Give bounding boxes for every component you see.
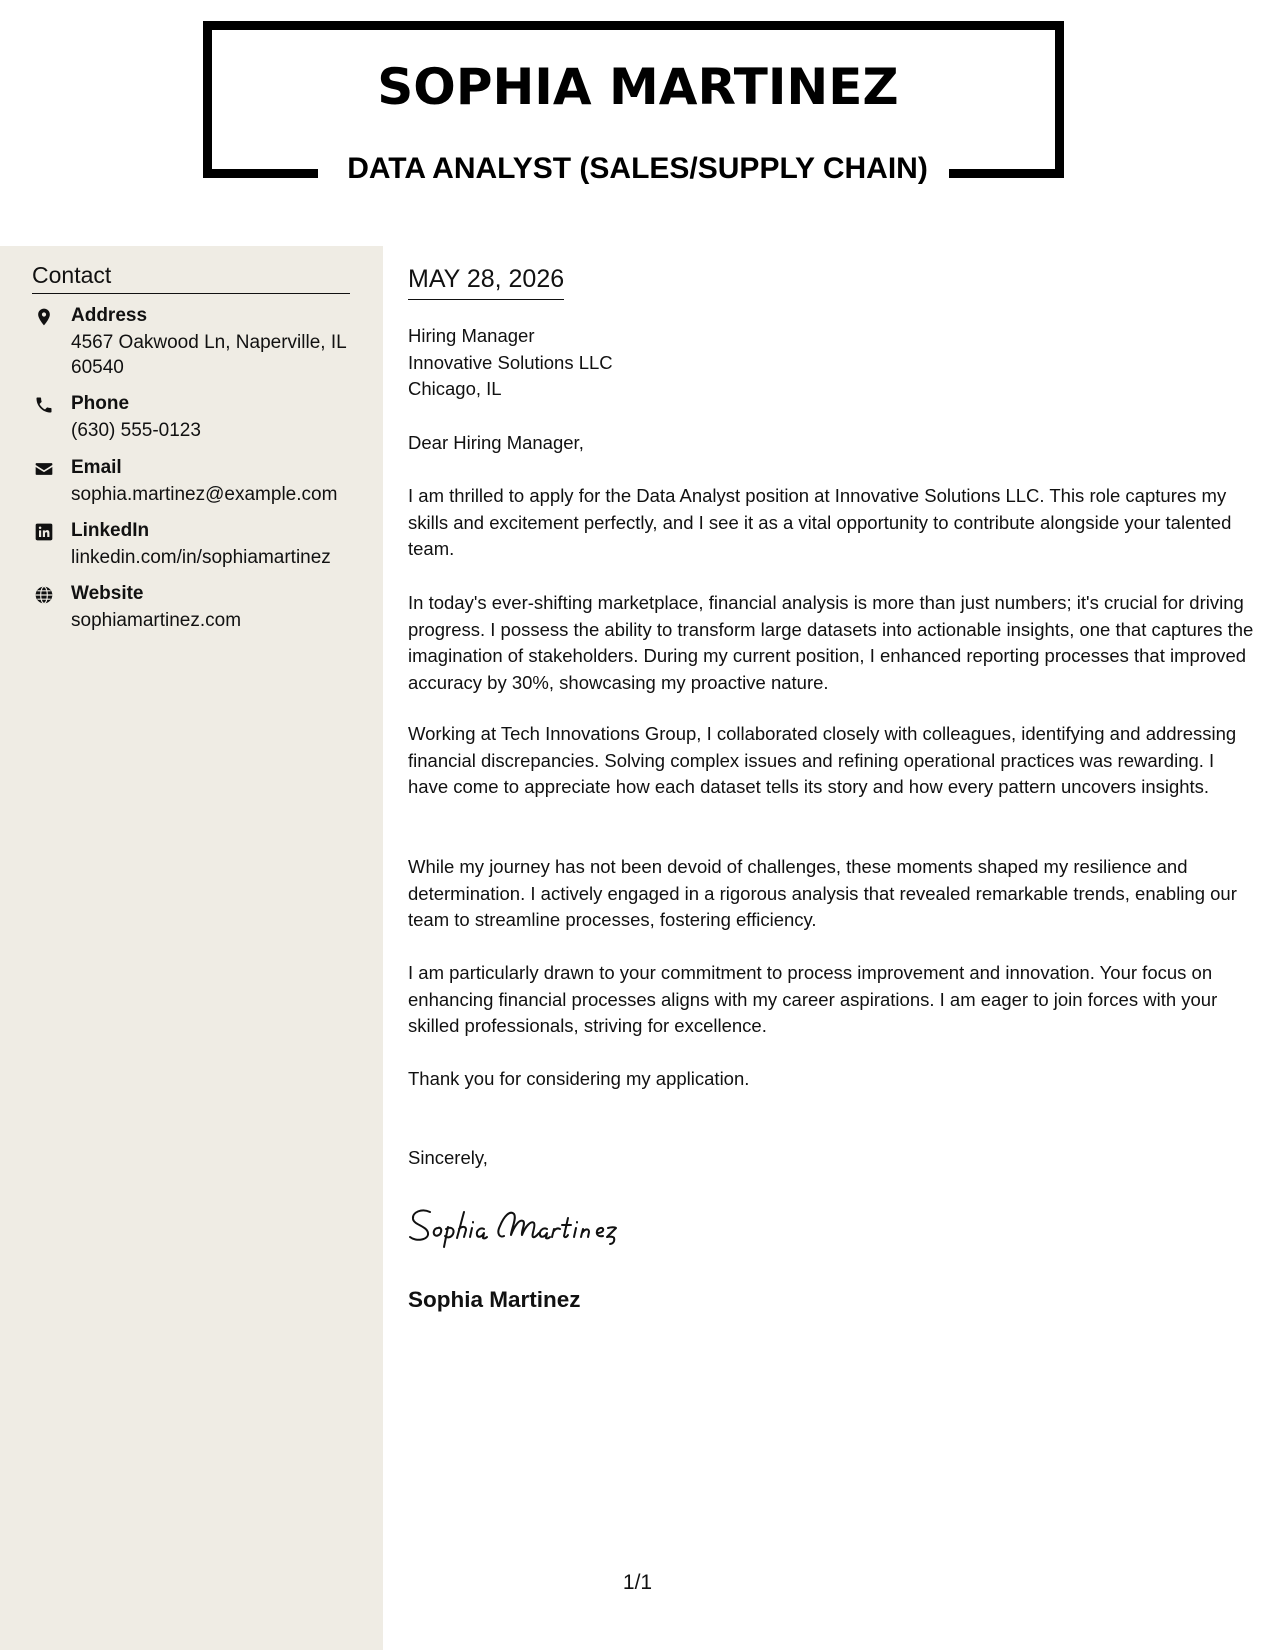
email-value: sophia.martinez@example.com — [71, 484, 338, 505]
email-icon — [34, 459, 54, 479]
globe-icon — [34, 585, 54, 605]
recipient-line: Innovative Solutions LLC — [408, 351, 613, 373]
letter-paragraph: I am thrilled to apply for the Data Analyst position at Innovative Solutions LLC. This role captures my skills and excitement perfectly, and I see it as a vital opportunity to contribute alongside your talented team. — [408, 485, 1232, 559]
handwritten-signature — [408, 1198, 678, 1250]
frame-bottom-right-bar — [949, 169, 1064, 178]
website-label: Website — [71, 583, 144, 604]
location-pin-icon — [34, 307, 54, 327]
linkedin-icon — [34, 522, 54, 542]
letter-paragraph: While my journey has not been devoid of challenges, these moments shaped my resilience and determination. I actively engaged in a rigorous analysis that revealed remarkable trends, enabling our team to streamline processes, fostering efficiency. — [408, 856, 1237, 930]
recipient-line: Hiring Manager — [408, 325, 535, 346]
closing: Sincerely, — [408, 1147, 488, 1168]
applicant-name: SOPHIA MARTINEZ — [377, 58, 899, 116]
salutation: Dear Hiring Manager, — [408, 432, 584, 453]
letter-paragraph: In today's ever-shifting marketplace, financial analysis is more than just numbers; it's crucial for driving progress. I possess the ability to transform large datasets into actionable insights, one that captures the imagination of stakeholders. During my current position, I enhanced reporting processes that improved accuracy by 30%, showcasing my proactive nature. — [408, 592, 1254, 693]
page-number: 1/1 — [622, 1571, 653, 1594]
address-value: 4567 Oakwood Ln, Naperville, IL 60540 — [71, 332, 346, 378]
letter-paragraph: Thank you for considering my application. — [408, 1068, 750, 1089]
phone-icon — [34, 395, 54, 415]
frame-top-bar — [203, 21, 1064, 30]
letter-paragraph: I am particularly drawn to your commitment to process improvement and innovation. Your focus on enhancing financial processes aligns with my career aspirations. I am eager to join forces with your skilled professionals, striving for excellence. — [408, 962, 1218, 1036]
frame-bottom-left-bar — [203, 169, 318, 178]
linkedin-label: LinkedIn — [71, 520, 150, 541]
signer-name: Sophia Martinez — [408, 1287, 581, 1312]
phone-value: (630) 555-0123 — [71, 420, 201, 441]
website-value: sophiamartinez.com — [71, 610, 242, 631]
recipient-block — [408, 323, 613, 403]
address-label: Address — [71, 305, 148, 326]
contact-heading: Contact — [32, 262, 350, 294]
recipient-line: Chicago, IL — [408, 378, 502, 399]
linkedin-value: linkedin.com/in/sophiamartinez — [71, 547, 331, 568]
email-label: Email — [71, 457, 122, 478]
phone-label: Phone — [71, 393, 130, 414]
job-title: DATA ANALYST (SALES/SUPPLY CHAIN) — [347, 152, 928, 185]
letter-date: MAY 28, 2026 — [408, 265, 564, 300]
contact-sidebar — [0, 246, 383, 1650]
letter-paragraph: Working at Tech Innovations Group, I collaborated closely with colleagues, identifying and addressing financial discrepancies. Solving complex issues and refining operational practices was rewarding. I have come to appreciate how each dataset tells its story and how every pattern uncovers insights. — [408, 723, 1237, 797]
